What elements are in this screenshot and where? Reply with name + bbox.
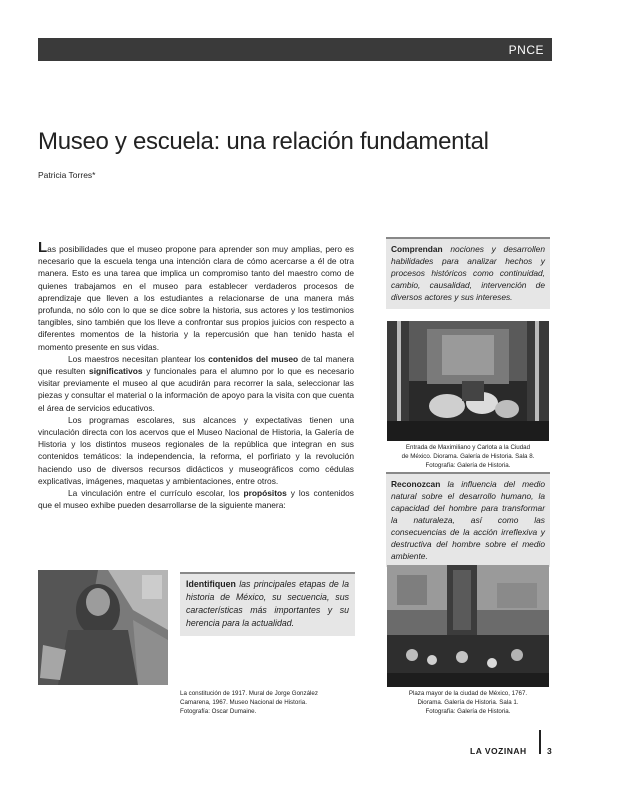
photo-maximiliano-diorama <box>387 321 549 441</box>
paragraph-2: Los maestros necesitan plantear los contenidos del museo de tal manera que resulten significativos y funcionales para el alumno por lo que es necesario visitar previamente el museo al que acudirán para recorrer la sala, seleccionar las piezas y consultar el material o la información de apoyo para la visita con que cuenta el área de servicios educativos. <box>38 353 354 413</box>
photo-plaza-mayor-diorama <box>387 565 549 687</box>
photo-caption-maximiliano: Entrada de Maximiliano y Carlota a la Ciudad de México. Diorama. Galería de Historia. Sala 8. Fotografía: Galería de Historia. <box>401 444 535 469</box>
drop-cap: L <box>38 239 48 256</box>
callout-comprendan: Comprendan nociones y desarrollen habilidades para analizar hechos y procesos históricos como continuidad, cambio, causalidad, intervención de diversos actores y sus intereses. <box>386 237 550 309</box>
photo-caption-plaza-mayor: Plaza mayor de la ciudad de México, 1767. Diorama. Galería de Historia. Sala 1. Fotografía: Galería de Historia. <box>408 690 528 715</box>
article-author: Patricia Torres* <box>38 170 96 180</box>
photo-caption-constitucion: La constitución de 1917. Mural de Jorge González Camarena, 1967. Museo Nacional de Historia. Fotografía: Oscar Dumaine. <box>180 690 318 715</box>
section-header-bar <box>38 38 552 61</box>
footer-divider <box>539 730 541 754</box>
photo-constitucion-mural <box>38 570 168 685</box>
paragraph-4: La vinculación entre el currículo escolar, los propósitos y los contenidos que el museo exhibe pueden desarrollarse de la siguiente manera: <box>38 488 354 511</box>
section-label: PNCE <box>508 42 544 57</box>
article-title: Museo y escuela: una relación fundamental <box>38 128 489 155</box>
footer-magazine-name: LA VOZINAH <box>470 746 527 756</box>
paragraph-3: Los programas escolares, sus alcances y expectativas tienen una vinculación directa con los acervos que el Museo Nacional de Historia, la Galería de Historia y los distintos museos regionales de la república que integran en sus contenidos temáticos: la independencia, la reforma, el porfiriato y la revolución haciendo uso de diversos recursos didácticos y museográficos como cédulas explicativas, imágenes, maquetas y ambientaciones, entre otros. <box>38 414 354 486</box>
page-number: 3 <box>547 746 552 756</box>
callout-reconozcan: Reconozcan la influencia del medio natural sobre el desarrollo humano, la capacidad del hombre para transformar la naturaleza, así como las consecuencias de la acción irreflexiva y destructiva del hombre sobre el medio ambiente. <box>386 472 550 567</box>
paragraph-1: Las posibilidades que el museo propone para aprender son muy amplias, pero es necesario que la escuela tenga una intención clara de cómo acercarse a él de otra manera. Esto es una tarea que implica un compromiso tanto del maestro como de quienes trabajamos en el museo para establecer verdaderos procesos de aprendizaje que lleven a los estudiantes a relacionarse de una manera más profunda, no sólo con lo que se dice sobre la historia, sus actores y los testimonios tangibles, sino también que los lleve a confrontar sus propios juicios con respecto a diferentes momentos de la historia y la repercusión que han tenido hasta el momento presente en sus vidas. <box>38 239 354 352</box>
callout-identifiquen: Identifiquen las principales etapas de la historia de México, su secuencia, sus características más importantes y su herencia para la actualidad. <box>180 572 355 636</box>
article-body <box>38 239 354 511</box>
